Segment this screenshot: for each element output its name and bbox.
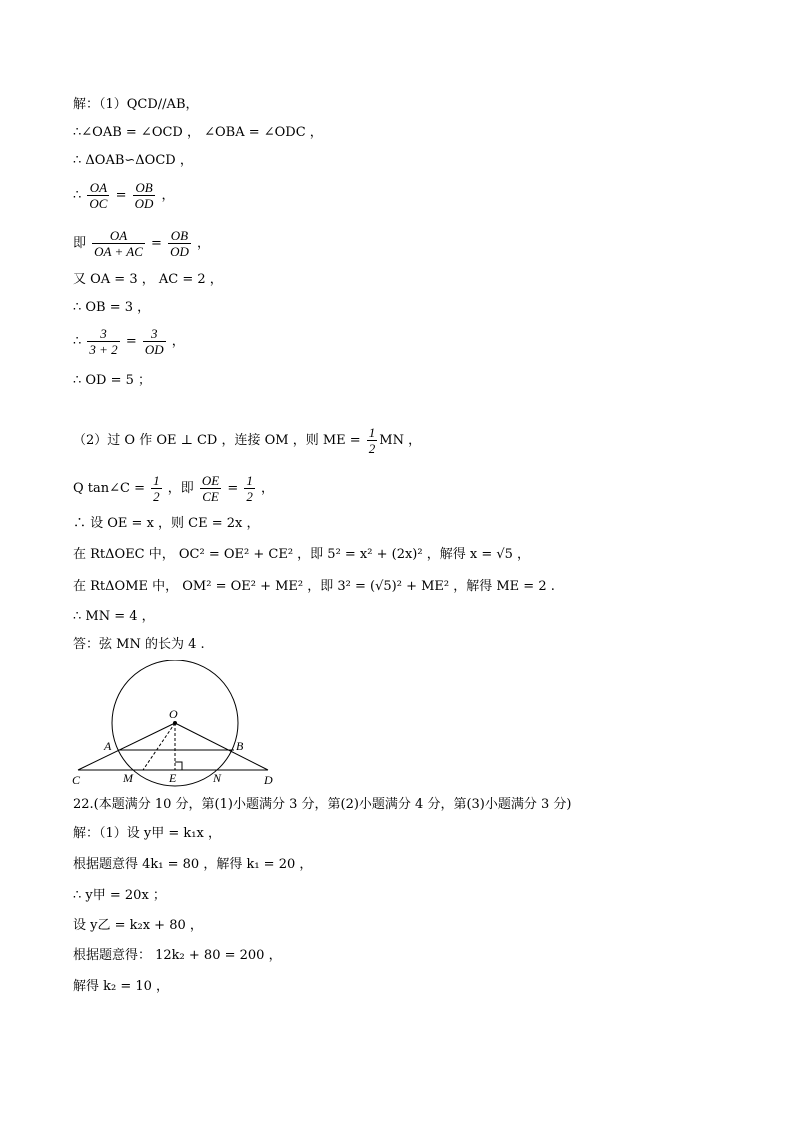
fraction	[168, 228, 191, 259]
text-run: （2）过 O 作 OE ⊥ CD ，连接 OM ，则 ME =	[73, 433, 365, 448]
numerator: 3	[87, 326, 119, 342]
fraction	[143, 326, 166, 357]
text-run: ，	[167, 334, 185, 349]
numerator: OE	[201, 473, 220, 488]
solution-line: ∴ ΔOAB∽ΔOCD ，	[73, 153, 193, 168]
denominator: OA + AC	[94, 244, 143, 259]
label-c: C	[72, 773, 81, 787]
denominator: CE	[202, 489, 219, 504]
solution-line: 设 y乙 = k₂x + 80 ，	[73, 918, 203, 933]
fraction	[87, 326, 119, 357]
denominator: OD	[170, 244, 189, 259]
solution-line	[73, 326, 185, 357]
text-run: 即	[73, 236, 91, 251]
text-run: =	[121, 334, 141, 349]
center-dot	[173, 721, 177, 725]
numerator: 1	[246, 473, 253, 488]
solution-line: 根据题意得 4k₁ = 80 ，解得 k₁ = 20 ，	[73, 857, 313, 872]
numerator: OA	[92, 228, 145, 244]
text-run: ∴	[73, 188, 86, 203]
solution-line: 解得 k₂ = 10 ，	[73, 979, 170, 994]
solution-line	[73, 473, 274, 504]
fraction	[92, 228, 145, 259]
solution-line: 解：（1）设 y甲 = k₁x ，	[73, 826, 221, 841]
solution-line	[73, 228, 210, 259]
segment-om	[143, 723, 175, 770]
numerator: 3	[143, 326, 166, 342]
solution-line: ∴∠OAB = ∠OCD ， ∠OBA = ∠ODC ，	[73, 125, 323, 140]
solution-line: 根据题意得： 12k₂ + 80 = 200 ，	[73, 948, 282, 963]
solution-line: ∴ OD = 5 ；	[73, 373, 152, 388]
label-o: O	[169, 707, 178, 721]
text-run: Q tan∠C =	[73, 481, 150, 496]
denominator: OC	[89, 196, 108, 211]
solution-line: ∴ y甲 = 20x ；	[73, 888, 166, 903]
right-angle-mark	[175, 762, 182, 770]
solution-line: 解：（1）QCD//AB，	[73, 97, 199, 112]
text-run: =	[111, 188, 131, 203]
text-run: ，	[256, 481, 275, 496]
solution-line: ∴ OB = 3 ，	[73, 300, 151, 315]
text-run: =	[223, 481, 243, 496]
label-d: D	[264, 773, 273, 787]
denominator: OD	[144, 342, 164, 357]
denominator: 3 + 2	[89, 342, 118, 357]
denominator: 2	[153, 489, 160, 504]
solution-line: 在 RtΔOME 中， OM² = OE² + ME² ，即 3² = (√5)² + ME² ，解得 ME = 2 .	[73, 579, 555, 594]
numerator: 1	[368, 425, 376, 440]
label-n: N	[213, 771, 222, 785]
solution-line: 22.(本题满分 10 分，第(1)小题满分 3 分，第(2)小题满分 4 分，第(3)小题满分 3 分)	[73, 797, 572, 812]
text-run: ，	[192, 236, 210, 251]
numerator: OA	[87, 180, 109, 196]
fraction	[151, 473, 162, 504]
solution-line: ∴ 设 OE = x ，则 CE = 2x ，	[73, 516, 260, 531]
label-m: M	[123, 771, 133, 785]
numerator: OB	[168, 228, 191, 244]
numerator: OB	[133, 180, 156, 196]
label-e: E	[169, 771, 177, 785]
solution-line	[73, 180, 175, 211]
denominator: 2	[246, 489, 253, 504]
text-run: ，	[157, 188, 175, 203]
numerator: 1	[153, 473, 160, 488]
fraction	[244, 473, 255, 504]
text-run: ∴	[73, 334, 86, 349]
solution-line: 答：弦 MN 的长为 4 .	[73, 637, 205, 652]
fraction	[133, 180, 156, 211]
segment-od	[175, 723, 268, 770]
fraction	[200, 473, 221, 504]
text-run: =	[146, 236, 167, 251]
text-run: ，即	[163, 481, 198, 496]
label-a: A	[104, 739, 112, 753]
solution-line: 又 OA = 3 ， AC = 2 ，	[73, 272, 223, 287]
fraction	[87, 180, 109, 211]
denominator: 2	[368, 441, 376, 456]
label-b: B	[236, 739, 244, 753]
fraction	[367, 425, 378, 456]
text-run: MN ，	[379, 433, 422, 448]
geometry-figure	[68, 660, 288, 790]
solution-line	[73, 425, 421, 456]
solution-line: ∴ MN = 4 ，	[73, 609, 155, 624]
solution-line: 在 RtΔOEC 中， OC² = OE² + CE² ，即 5² = x² + (2x)² ，解得 x = √5 ，	[73, 547, 531, 562]
denominator: OD	[134, 196, 154, 211]
